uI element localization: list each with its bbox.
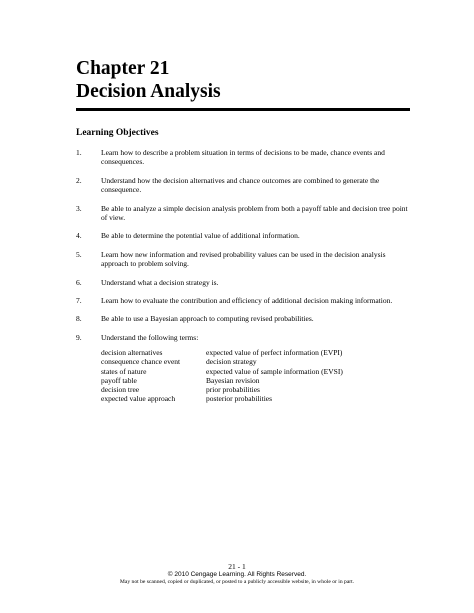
objective-text: Learn how to evaluate the contribution and efficiency of additional decision making information. [101, 296, 393, 306]
term: decision tree [101, 385, 140, 395]
term: posterior probabilities [206, 394, 273, 404]
learning-objectives-heading: Learning Objectives [76, 128, 159, 138]
objective-text: Understand the following terms: [101, 332, 199, 342]
objective-text: Understand how the decision alternatives and chance outcomes are combined to generate the consequence. [101, 175, 380, 195]
page-number: 21 - 1 [228, 562, 246, 571]
copyright-line: © 2010 Cengage Learning. All Rights Reserved. [167, 571, 307, 578]
chapter-number-line: Chapter 21 [76, 58, 170, 79]
objective-number: 1. [76, 148, 82, 157]
terms-table [101, 348, 410, 403]
term: consequence chance event [101, 357, 181, 367]
objective-item [76, 204, 410, 223]
term: expected value of sample information (EVSI) [206, 366, 343, 376]
term: decision strategy [206, 357, 257, 367]
objective-number: 5. [76, 249, 82, 259]
objectives-list [76, 148, 410, 413]
objective-item [76, 314, 410, 323]
objective-item [76, 148, 410, 167]
objective-number: 4. [76, 231, 82, 241]
terms-column-right [206, 348, 343, 403]
term: Bayesian revision [206, 375, 260, 385]
objective-number: 7. [76, 296, 82, 306]
objective-item [76, 296, 410, 305]
objective-number: 9. [76, 332, 82, 342]
term: prior probabilities [206, 385, 260, 395]
chapter-title [76, 57, 221, 103]
objective-number: 6. [76, 277, 82, 287]
term: expected value approach [101, 394, 176, 404]
term: states of nature [101, 366, 147, 376]
term: decision alternatives [101, 348, 163, 358]
chapter-title-line: Decision Analysis [76, 81, 221, 102]
term: payoff table [101, 375, 137, 385]
objective-text: Be able to use a Bayesian approach to computing revised probabilities. [101, 314, 314, 324]
title-divider [76, 108, 410, 111]
objective-number: 3. [76, 203, 82, 213]
terms-column-left [101, 348, 206, 403]
objective-number: 8. [76, 314, 82, 324]
objective-item [76, 176, 410, 195]
term: expected value of perfect information (EVPI) [206, 348, 343, 358]
reproduction-notice: May not be scanned, copied or duplicated, or posted to a publicly accessible website, in whole or in part. [119, 579, 355, 585]
objective-text: Learn how new information and revised probability values can be used in the decision analysis approach to problem solving. [101, 249, 386, 269]
objective-text: Be able to analyze a simple decision analysis problem from both a payoff table and decision tree point of view. [101, 203, 408, 223]
objective-item [76, 250, 410, 269]
objective-text: Learn how to describe a problem situation in terms of decisions to be made, chance events and consequences. [101, 148, 385, 167]
objective-item [76, 333, 410, 404]
objective-item [76, 278, 410, 287]
objective-text: Be able to determine the potential value of additional information. [101, 231, 300, 241]
objective-text: Understand what a decision strategy is. [101, 277, 219, 287]
objective-number: 2. [76, 175, 82, 185]
objective-item [76, 231, 410, 240]
